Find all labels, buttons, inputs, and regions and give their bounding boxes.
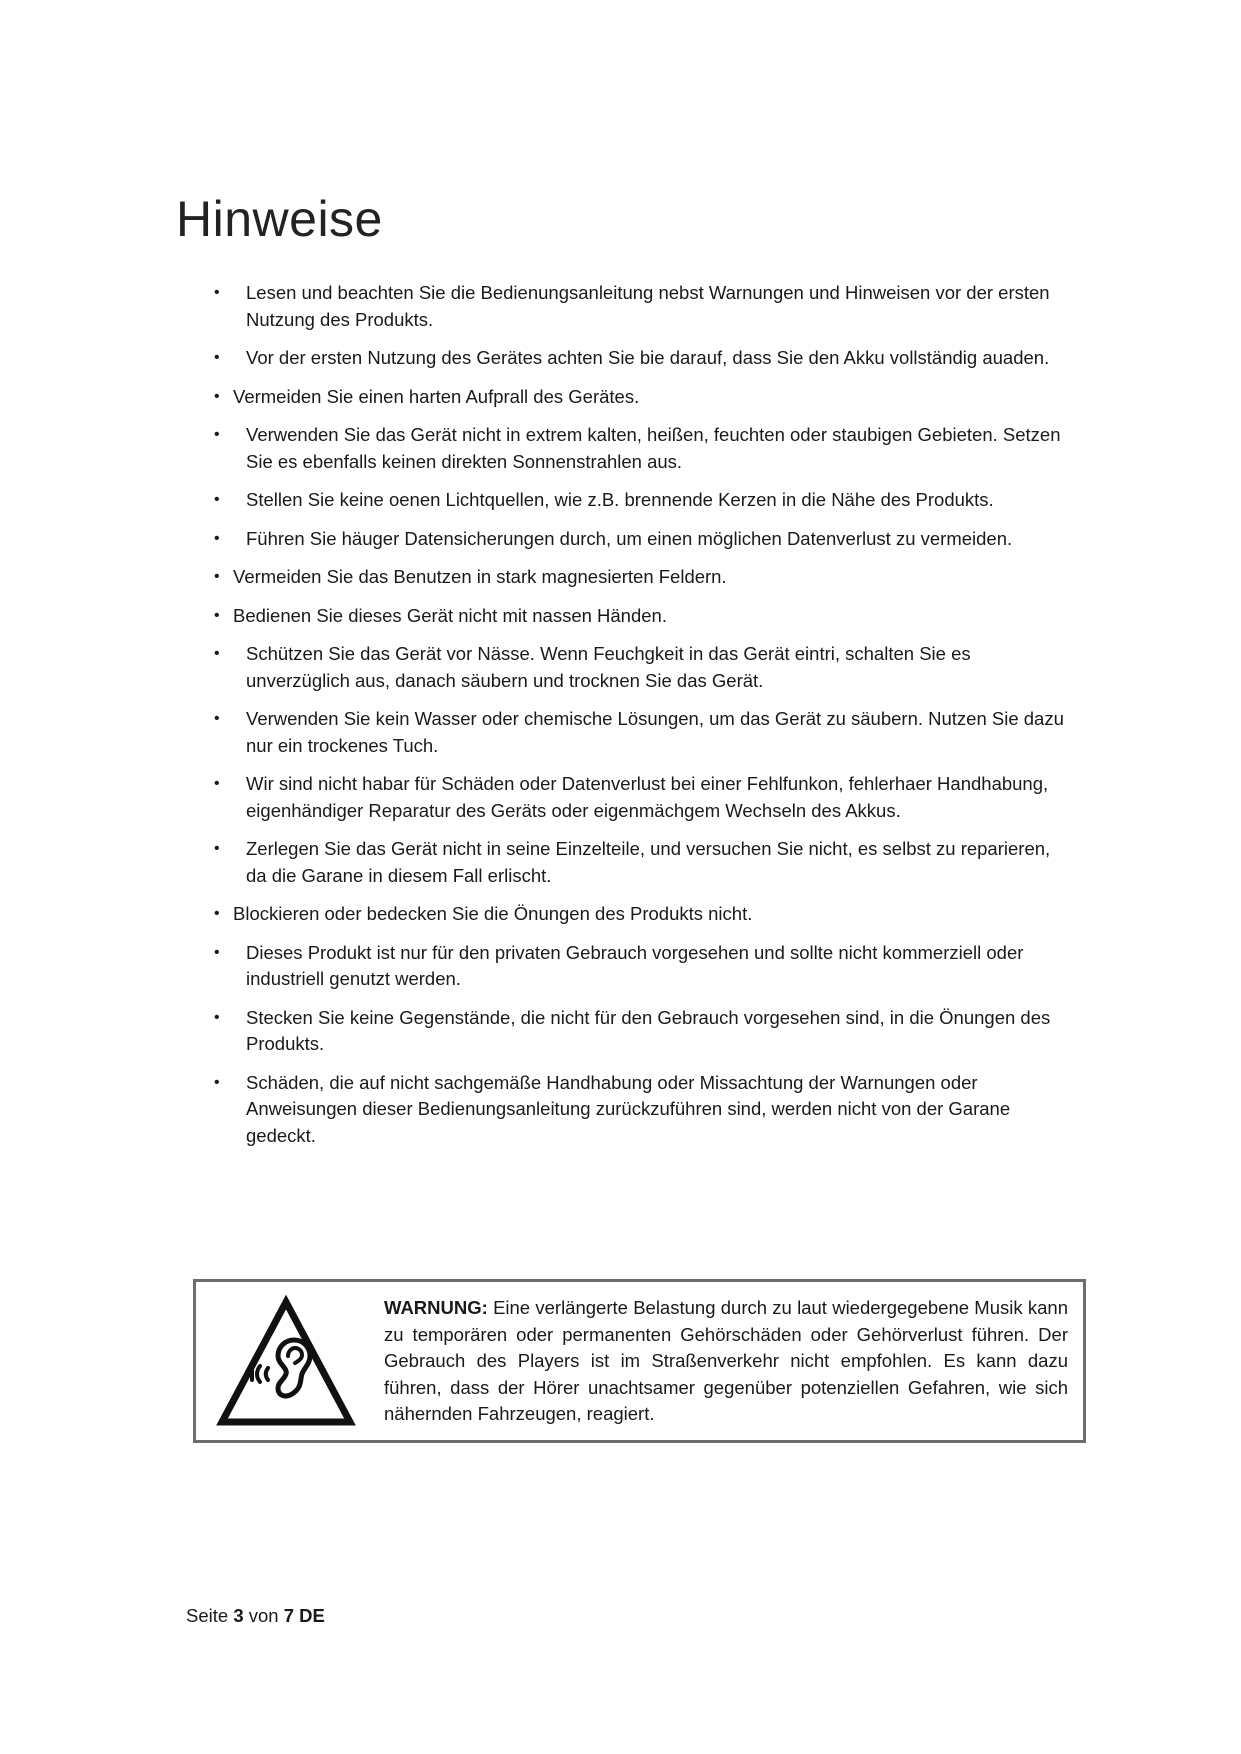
warning-text	[384, 1295, 1068, 1428]
note-text: Zerlegen Sie das Gerät nicht in seine Einzelteile, und versuchen Sie nicht, es selbst zu reparieren, da die Garane in diesem Fall erlischt.	[246, 838, 1051, 886]
bullet-icon: •	[214, 349, 220, 366]
list-item	[176, 641, 1066, 694]
bullet-icon: •	[214, 284, 220, 301]
list-item	[176, 345, 1066, 372]
note-text: Verwenden Sie das Gerät nicht in extrem kalten, heißen, feuchten oder staubigen Gebieten. Setzen Sie es ebenfalls keinen direkten Sonnenstrahlen aus.	[246, 424, 1061, 472]
note-text: Vermeiden Sie einen harten Aufprall des Gerätes.	[233, 385, 640, 407]
list-item	[176, 706, 1066, 759]
note-text: Stellen Sie keine oenen Lichtquellen, wie z.B. brennende Kerzen in die Nähe des Produkts.	[246, 489, 994, 510]
note-text: Verwenden Sie kein Wasser oder chemische Lösungen, um das Gerät zu säubern. Nutzen Sie dazu nur ein trockenes Tuch.	[246, 708, 1064, 756]
warning-box	[193, 1279, 1086, 1443]
list-item	[176, 564, 1066, 591]
list-item	[176, 280, 1066, 333]
note-text: Schützen Sie das Gerät vor Nässe. Wenn Feuchgkeit in das Gerät eintri, schalten Sie es unverzüglich aus, danach säubern und trocknen Sie das Gerät.	[246, 643, 971, 691]
page-title: Hinweise	[176, 191, 383, 247]
footer-middle: von	[243, 1605, 284, 1626]
footer-page-number: 3	[233, 1605, 244, 1626]
hearing-damage-warning-icon	[216, 1294, 356, 1434]
footer-prefix: Seite	[186, 1605, 234, 1626]
bullet-icon: •	[214, 710, 220, 727]
list-item	[176, 836, 1066, 889]
bullet-icon: •	[214, 1008, 220, 1026]
list-item	[176, 603, 1066, 630]
bullet-icon: •	[214, 387, 220, 405]
bullet-icon: •	[214, 568, 220, 585]
note-text: Vor der ersten Nutzung des Gerätes achten Sie bie darauf, dass Sie den Akku vollständig auaden.	[246, 347, 1050, 368]
warning-label: WARNUNG:	[384, 1297, 488, 1318]
note-text: Blockieren oder bedecken Sie die Önungen des Produkts nicht.	[233, 903, 753, 924]
list-item	[176, 384, 1066, 411]
warning-body: Eine verlängerte Belastung durch zu laut wiedergegebene Musik kann zu temporären oder permanenten Gehörschäden oder Gehörverlust führen. Der Gebrauch des Players ist im Straßenverkehr nicht empfohlen. Es kann dazu führen, dass der Hörer unachtsamer gegenüber potenziellen Gefahren, wie sich nähernden Fahrzeugen, reagiert.	[384, 1297, 1068, 1424]
bullet-icon: •	[214, 840, 220, 857]
bullet-icon: •	[214, 905, 220, 922]
note-text: Schäden, die auf nicht sachgemäße Handhabung oder Missachtung der Warnungen oder Anweisungen dieser Bedienungsanleitung zurückzuführen sind, werden nicht von der Garane gedeckt.	[246, 1071, 1011, 1146]
note-text: Wir sind nicht habar für Schäden oder Datenverlust bei einer Fehlfunkon, fehlerhaer Handhabung, eigenhändiger Reparatur des Geräts oder eigenmächgem Wechseln des Akkus.	[246, 773, 1049, 821]
footer-total-pages: 7 DE	[283, 1605, 325, 1626]
note-text: Stecken Sie keine Gegenstände, die nicht für den Gebrauch vorgesehen sind, in die Önungen des Produkts.	[246, 1006, 1051, 1054]
list-item	[176, 1070, 1066, 1150]
page-footer	[186, 1605, 325, 1627]
list-item	[176, 771, 1066, 824]
bullet-icon: •	[214, 943, 220, 961]
note-text: Bedienen Sie dieses Gerät nicht mit nassen Händen.	[233, 604, 667, 626]
list-item	[176, 940, 1066, 993]
note-text: Vermeiden Sie das Benutzen in stark magnesierten Feldern.	[233, 566, 727, 587]
list-item	[176, 422, 1066, 475]
bullet-icon: •	[214, 491, 220, 508]
list-item	[176, 901, 1066, 928]
list-item	[176, 487, 1066, 514]
note-text: Dieses Produkt ist nur für den privaten Gebrauch vorgesehen und sollte nicht kommerziell oder industriell genutzt werden.	[246, 941, 1024, 989]
note-text: Führen Sie häuger Datensicherungen durch, um einen möglichen Datenverlust zu vermeiden.	[246, 527, 1013, 549]
bullet-icon: •	[214, 645, 220, 662]
bullet-icon: •	[214, 606, 220, 624]
note-text: Lesen und beachten Sie die Bedienungsanleitung nebst Warnungen und Hinweisen vor der ersten Nutzung des Produkts.	[246, 282, 1050, 330]
list-item	[176, 1005, 1066, 1058]
bullet-icon: •	[214, 775, 220, 792]
list-item	[176, 526, 1066, 553]
bullet-icon: •	[214, 529, 220, 547]
bullet-icon: •	[214, 426, 220, 443]
bullet-icon: •	[214, 1073, 220, 1091]
notes-list	[176, 280, 1066, 1161]
